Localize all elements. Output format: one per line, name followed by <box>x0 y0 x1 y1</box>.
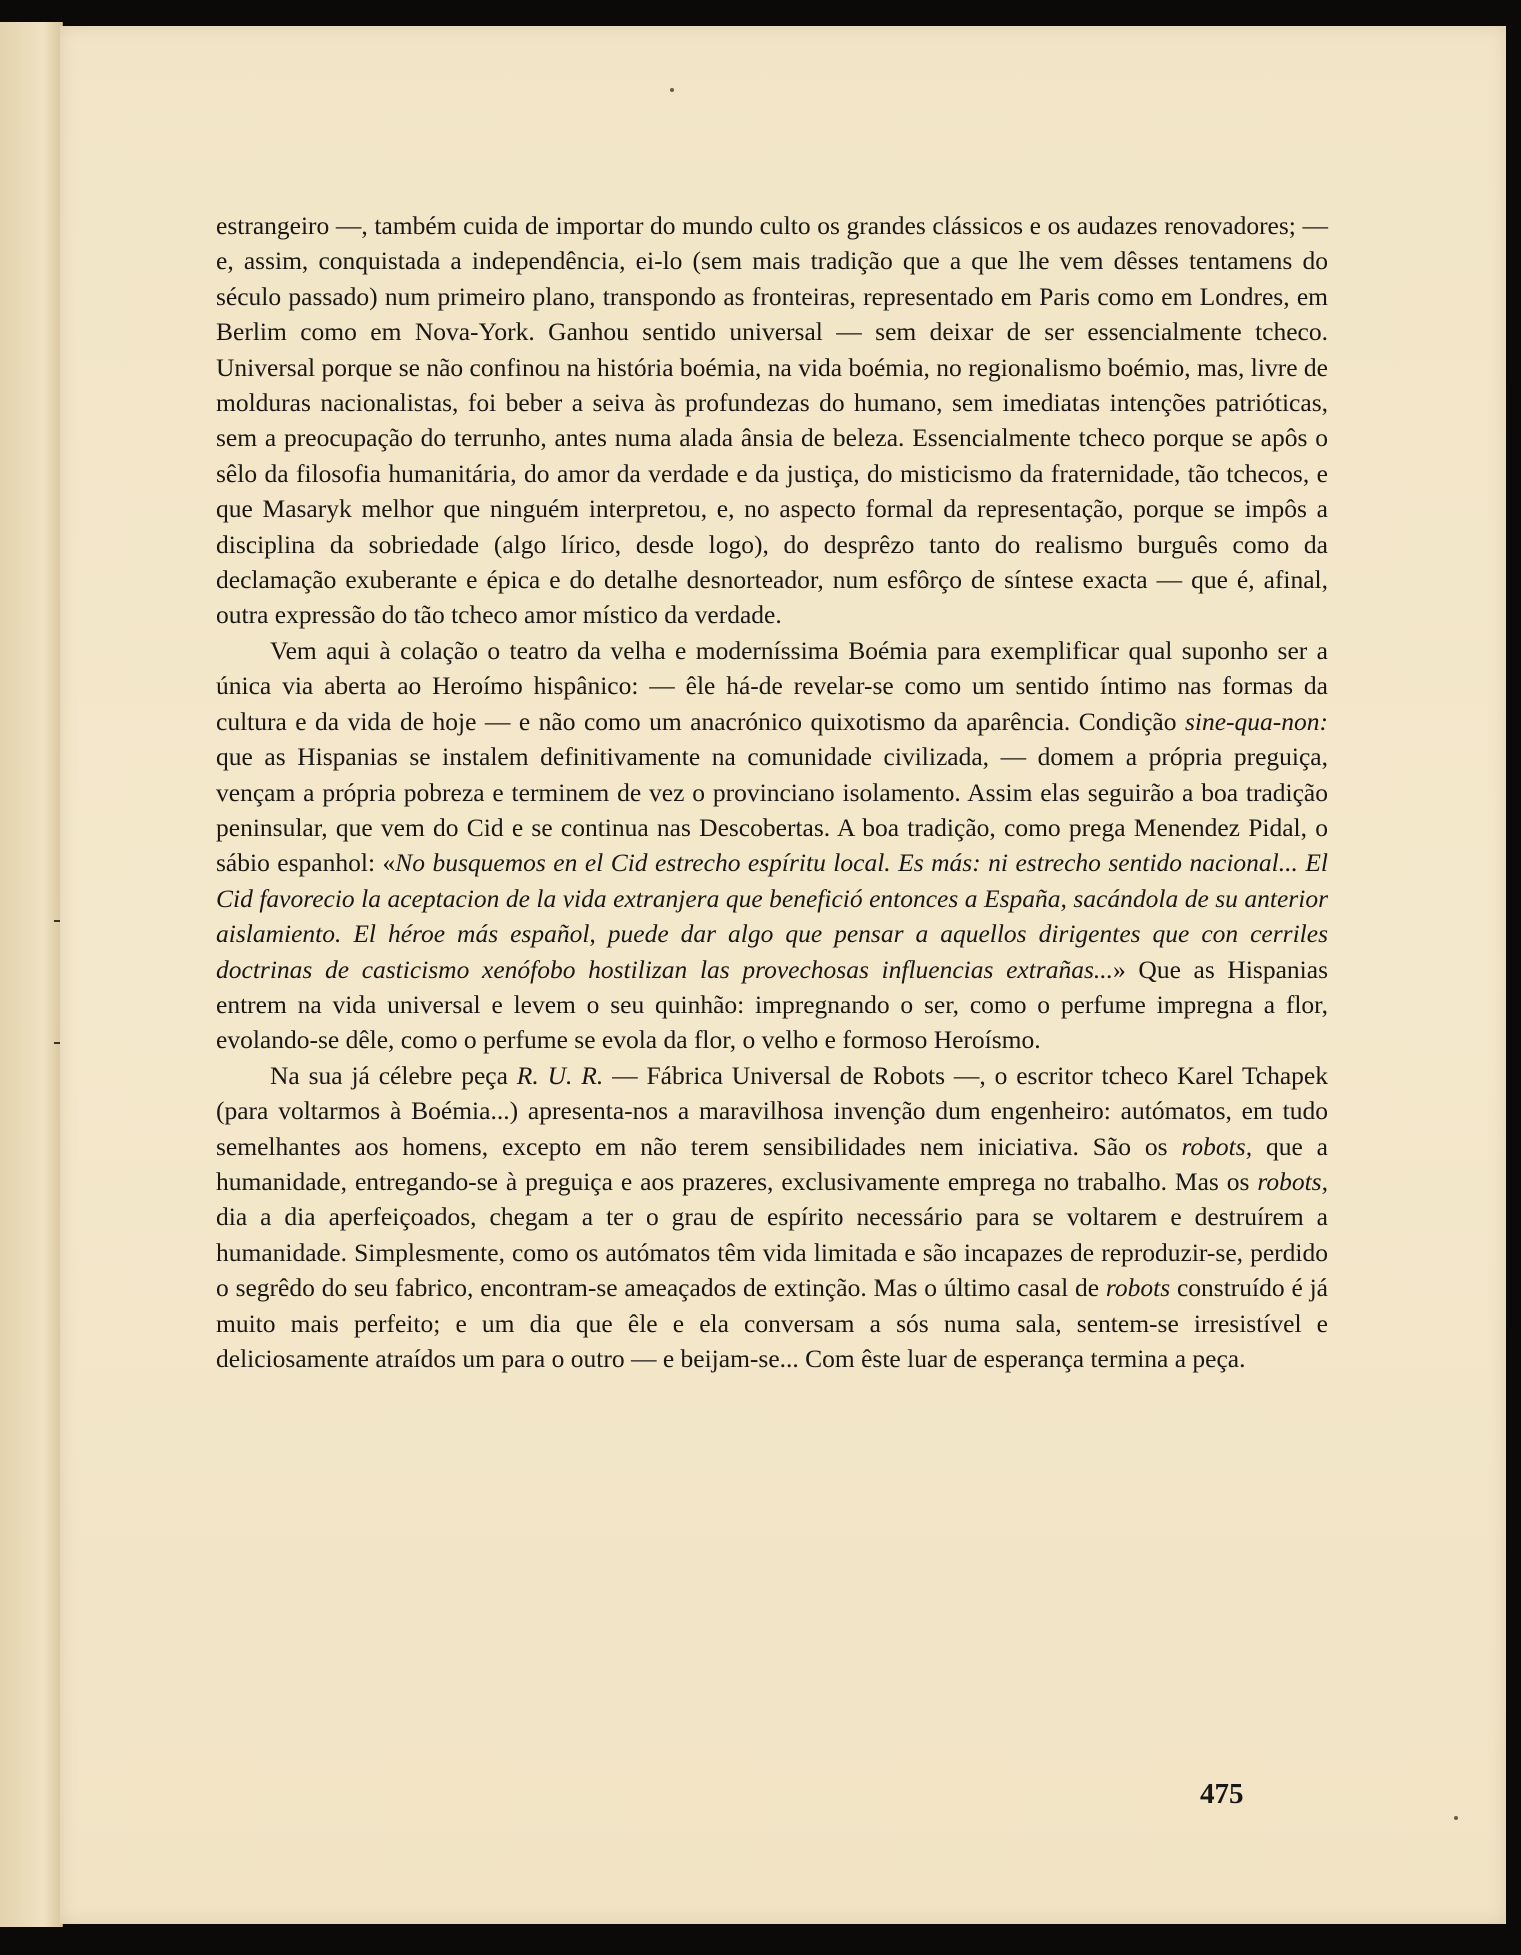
text-run: Na sua já célebre peça <box>270 1060 517 1090</box>
body-text <box>216 208 1328 1376</box>
italic-text: robots, <box>1181 1131 1253 1161</box>
text-run: dia a dia aperfeiçoados, chegam a ter o grau de espírito necessário para se voltarem e destruírem a humanidade. Simplesmente, como os autómatos têm vida limitada e são incapazes de reproduzir-se, perdido o segrêdo do seu fabrico, encontram-se ameaçados de extinção. Mas o último casal de <box>216 1202 1328 1303</box>
book-page <box>60 26 1506 1924</box>
text-run: estrangeiro —, também cuida de importar do mundo culto os grandes clássicos e os audazes renovadores; — e, assim, conquistada a independência, ei-lo (sem mais tradição que a que lhe vem dêsses tentamens do século passado) num primeiro plano, transpondo as fronteiras, representado em Paris como em Londres, em Berlim como em Nova-York. Ganhou sentido universal — sem deixar de ser essencialmente tcheco. Universal porque se não confinou na história boémia, na vida boémia, no regionalismo boémio, mas, livre de molduras nacionalistas, foi beber a seiva às profundezas do humano, sem imediatas intenções patrióticas, sem a preocupação do terrunho, antes numa alada ânsia de beleza. Essencialmente tcheco porque se apôs o sêlo da filosofia humanitária, do amor da verdade e da justiça, do misticismo da fraternidade, tão tchecos, e que Masaryk melhor que ninguém interpretou, e, no aspecto formal da representação, porque se impôs a disciplina da sobriedade (algo lírico, desde logo), do desprêzo tanto do realismo burguês como da declamação exuberante e épica e do detalhe desnorteador, num esfôrço de síntese exacta — que é, afinal, outra expressão do tão tcheco amor místico da verdade. <box>216 211 1328 630</box>
paragraph <box>216 208 1328 633</box>
italic-text: robots, <box>1257 1166 1328 1196</box>
text-run: que a humanidade, entregando-se à preguiça e aos prazeres, exclusivamente emprega no trabalho. Mas os <box>216 1131 1328 1196</box>
text-run: — Fábrica Universal de Robots —, o escritor tcheco Karel Tchapek (para voltarmos à Boémia...) apresenta-nos a maravilhosa invenção dum engenheiro: autómatos, em tudo semelhantes aos homens, excepto em não terem sensibilidades nem iniciativa. São os <box>216 1060 1328 1161</box>
facing-page-edge <box>0 22 63 1927</box>
text-run: que as Hispanias se instalem definitivamente na comunidade civilizada, — domem a própria preguiça, vençam a própria pobreza e terminem de vez o provinciano isolamento. Assim elas seguirão a boa tradição peninsular, que vem do Cid e se continua nas Descobertas. A boa tradição, como prega Menendez Pidal, o sábio espanhol: « <box>216 742 1328 878</box>
text-run: Vem aqui à colação o teatro da velha e moderníssima Boémia para exemplificar qual suponho ser a única via aberta ao Heroímo hispânico: — êle há-de revelar-se como um sentido íntimo nas formas da cultura e da vida de hoje — e não como um anacrónico quixotismo da aparência. Condição <box>216 635 1328 736</box>
italic-text: robots <box>1105 1273 1171 1303</box>
paper-speck <box>670 88 674 92</box>
paragraph <box>216 1058 1328 1377</box>
text-run: » Que as Hispanias entrem na vida universal e levem o seu quinhão: impregnando o ser, como o perfume impregna a flor, evolando-se dêle, como o perfume se evola da flor, o velho e formoso Heroísmo. <box>216 954 1328 1055</box>
paper-speck <box>1454 1816 1458 1820</box>
italic-text: sine-qua-non: <box>1184 706 1328 736</box>
page-number: 475 <box>1200 1778 1244 1810</box>
italic-text: No busquemos en el Cid estrecho espíritu local. Es más: ni estrecho sentido nacional... El Cid favorecio la aceptacion de la vida extranjera que benefició entonces a España, sacándola de su anterior aislamiento. El héroe más español, puede dar algo que pensar a aquellos dirigentes que con cerriles doctrinas de casticismo xenófobo hostilizan las provechosas influencias extrañas... <box>216 848 1328 984</box>
text-run: construído é já muito mais perfeito; e um dia que êle e ela conversam a sós numa sala, sentem-se irresistível e deliciosamente atraídos um para o outro — e beijam-se... Com êste luar de esperança termina a peça. <box>216 1273 1328 1373</box>
italic-text: R. U. R. <box>516 1060 604 1090</box>
paragraph <box>216 633 1328 1058</box>
